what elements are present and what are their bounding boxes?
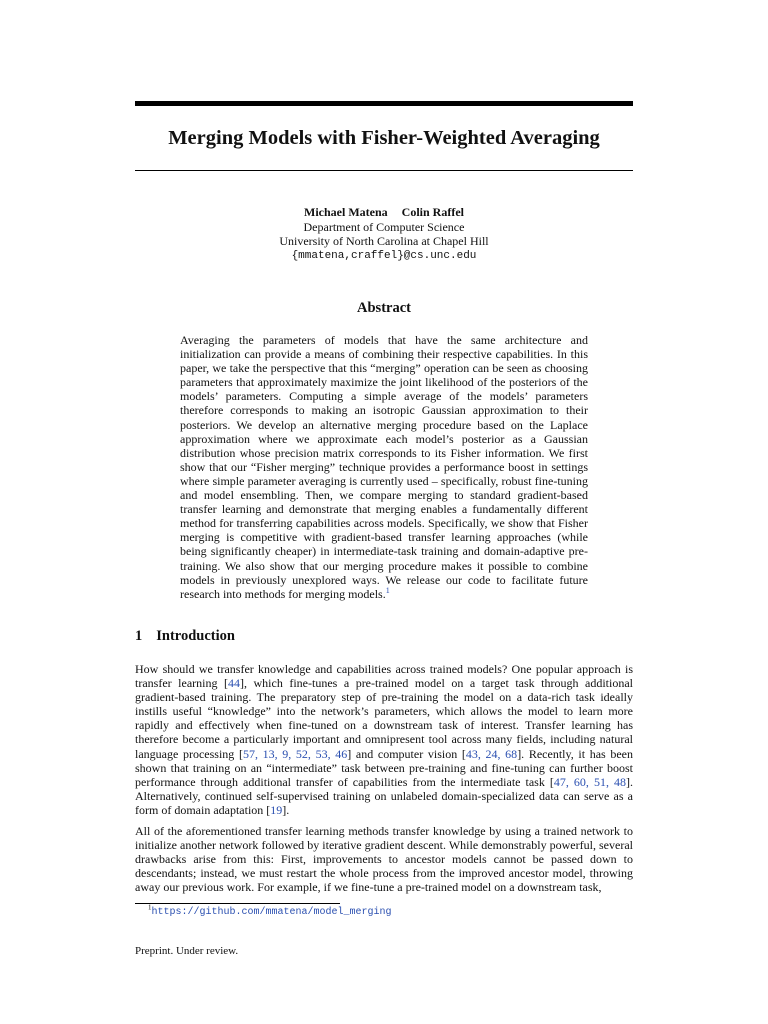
preprint-notice: Preprint. Under review.: [135, 945, 239, 957]
intro-text: How should we transfer knowledge and capabilities across trained models? One popular approach is transfer learning [: [135, 662, 633, 691]
abstract-text: [180, 333, 588, 601]
citation-link[interactable]: 57, 13, 9, 52, 53, 46: [242, 746, 348, 761]
intro-text: ] and computer vision [: [347, 746, 466, 761]
footnote-url-link[interactable]: https://github.com/mmatena/model_merging: [151, 907, 392, 918]
title-top-rule: [135, 101, 633, 106]
author-email: {mmatena,craffel}@cs.unc.edu: [291, 249, 477, 262]
abstract-body-text: Averaging the parameters of models that have the same architecture and initialization can provide a means of combining their respective capabilities. In this paper, we take the perspective that this “merging” operation can be seen as choosing parameters that approximately maximize the joint likelihood of the posteriors of the models’ parameters. Computing a simple average of the models’ parameters therefore corresponds to making an isotropic Gaussian approximation to their posteriors. We develop an alternative merging procedure based on the Laplace approximation where we approximate each model’s posterior as a Gaussian distribution whose precision matrix corresponds to its Fisher information. We first show that our “Fisher merging” technique provides a performance boost in settings where simple parameter averaging is currently used – specifically, robust fine-tuning and model ensembling. Then, we compare merging to standard gradient-based transfer learning and demonstrate that merging enables a fundamentally different method for transferring capabilities across models. Specifically, we show that Fisher merging is competitive with gradient-based transfer learning approaches (while being significantly cheaper) in intermediate-task training and domain-adaptive pre-training. We also show that our merging procedure makes it possible to combine models in previously unexplored ways. We release our code to facilitate future research into methods for merging models.: [180, 333, 588, 601]
citation-link[interactable]: 44: [228, 676, 240, 691]
intro-text: ]. Recently, it has been shown that training on an “intermediate” task between pre-training and fine-tuning can further boost performance through additional transfer of capabilities from the intermediate task [: [135, 746, 634, 789]
author-name: Michael Matena: [304, 205, 388, 219]
author-university: University of North Carolina at Chapel Hill: [279, 234, 489, 248]
citation-link[interactable]: 47, 60, 51, 48: [553, 774, 627, 789]
footnote-rule: [135, 903, 340, 904]
intro-text: ], which fine-tunes a pre-trained model on a target task through additional gradient-based training. The preparatory step of pre-training the model on a data-rich task ideally instills useful “knowledge” into the network’s parameters, which allows the model to learn more rapidly and effectively when fine-tuned on a downstream task of interest. Transfer learning has therefore become a particularly important and omnipresent tool across many fields, including natural language processing [: [135, 676, 633, 761]
intro-text: ]. Alternatively, continued self-supervised training on unlabeled domain-specialized data can serve as a form of domain adaptation [: [135, 774, 634, 817]
author-block: [135, 205, 633, 263]
footnote-link[interactable]: 1: [385, 585, 390, 595]
footnote-number: 1: [148, 903, 152, 912]
section-number: 1: [135, 628, 143, 644]
intro-text: ].: [282, 802, 290, 817]
citation-link[interactable]: 19: [270, 802, 283, 817]
author-names: [135, 205, 633, 220]
section-title: Introduction: [156, 628, 235, 644]
paper-title: Merging Models with Fisher-Weighted Averaging: [168, 127, 600, 149]
abstract-heading: Abstract: [357, 300, 411, 316]
citation-link[interactable]: 43, 24, 68: [465, 746, 518, 761]
author-name: Colin Raffel: [401, 205, 464, 219]
footnote: [148, 903, 392, 919]
author-department: Department of Computer Science: [303, 219, 465, 234]
title-bottom-rule: [135, 170, 633, 171]
section-heading-introduction: [135, 627, 235, 645]
intro-paragraph-1: [135, 662, 633, 817]
intro-paragraph-2: All of the aforementioned transfer learning methods transfer knowledge by using a trained network to initialize another network followed by iterative gradient descent. While demonstrably powerful, several drawbacks arise from this: First, improvements to ancestor models cannot be passed down to descendants; instead, we must restart the whole process from the improved ancestor model, throwing away our previous work. For example, if we fine-tune a pre-trained model on a downstream task,: [135, 824, 633, 895]
